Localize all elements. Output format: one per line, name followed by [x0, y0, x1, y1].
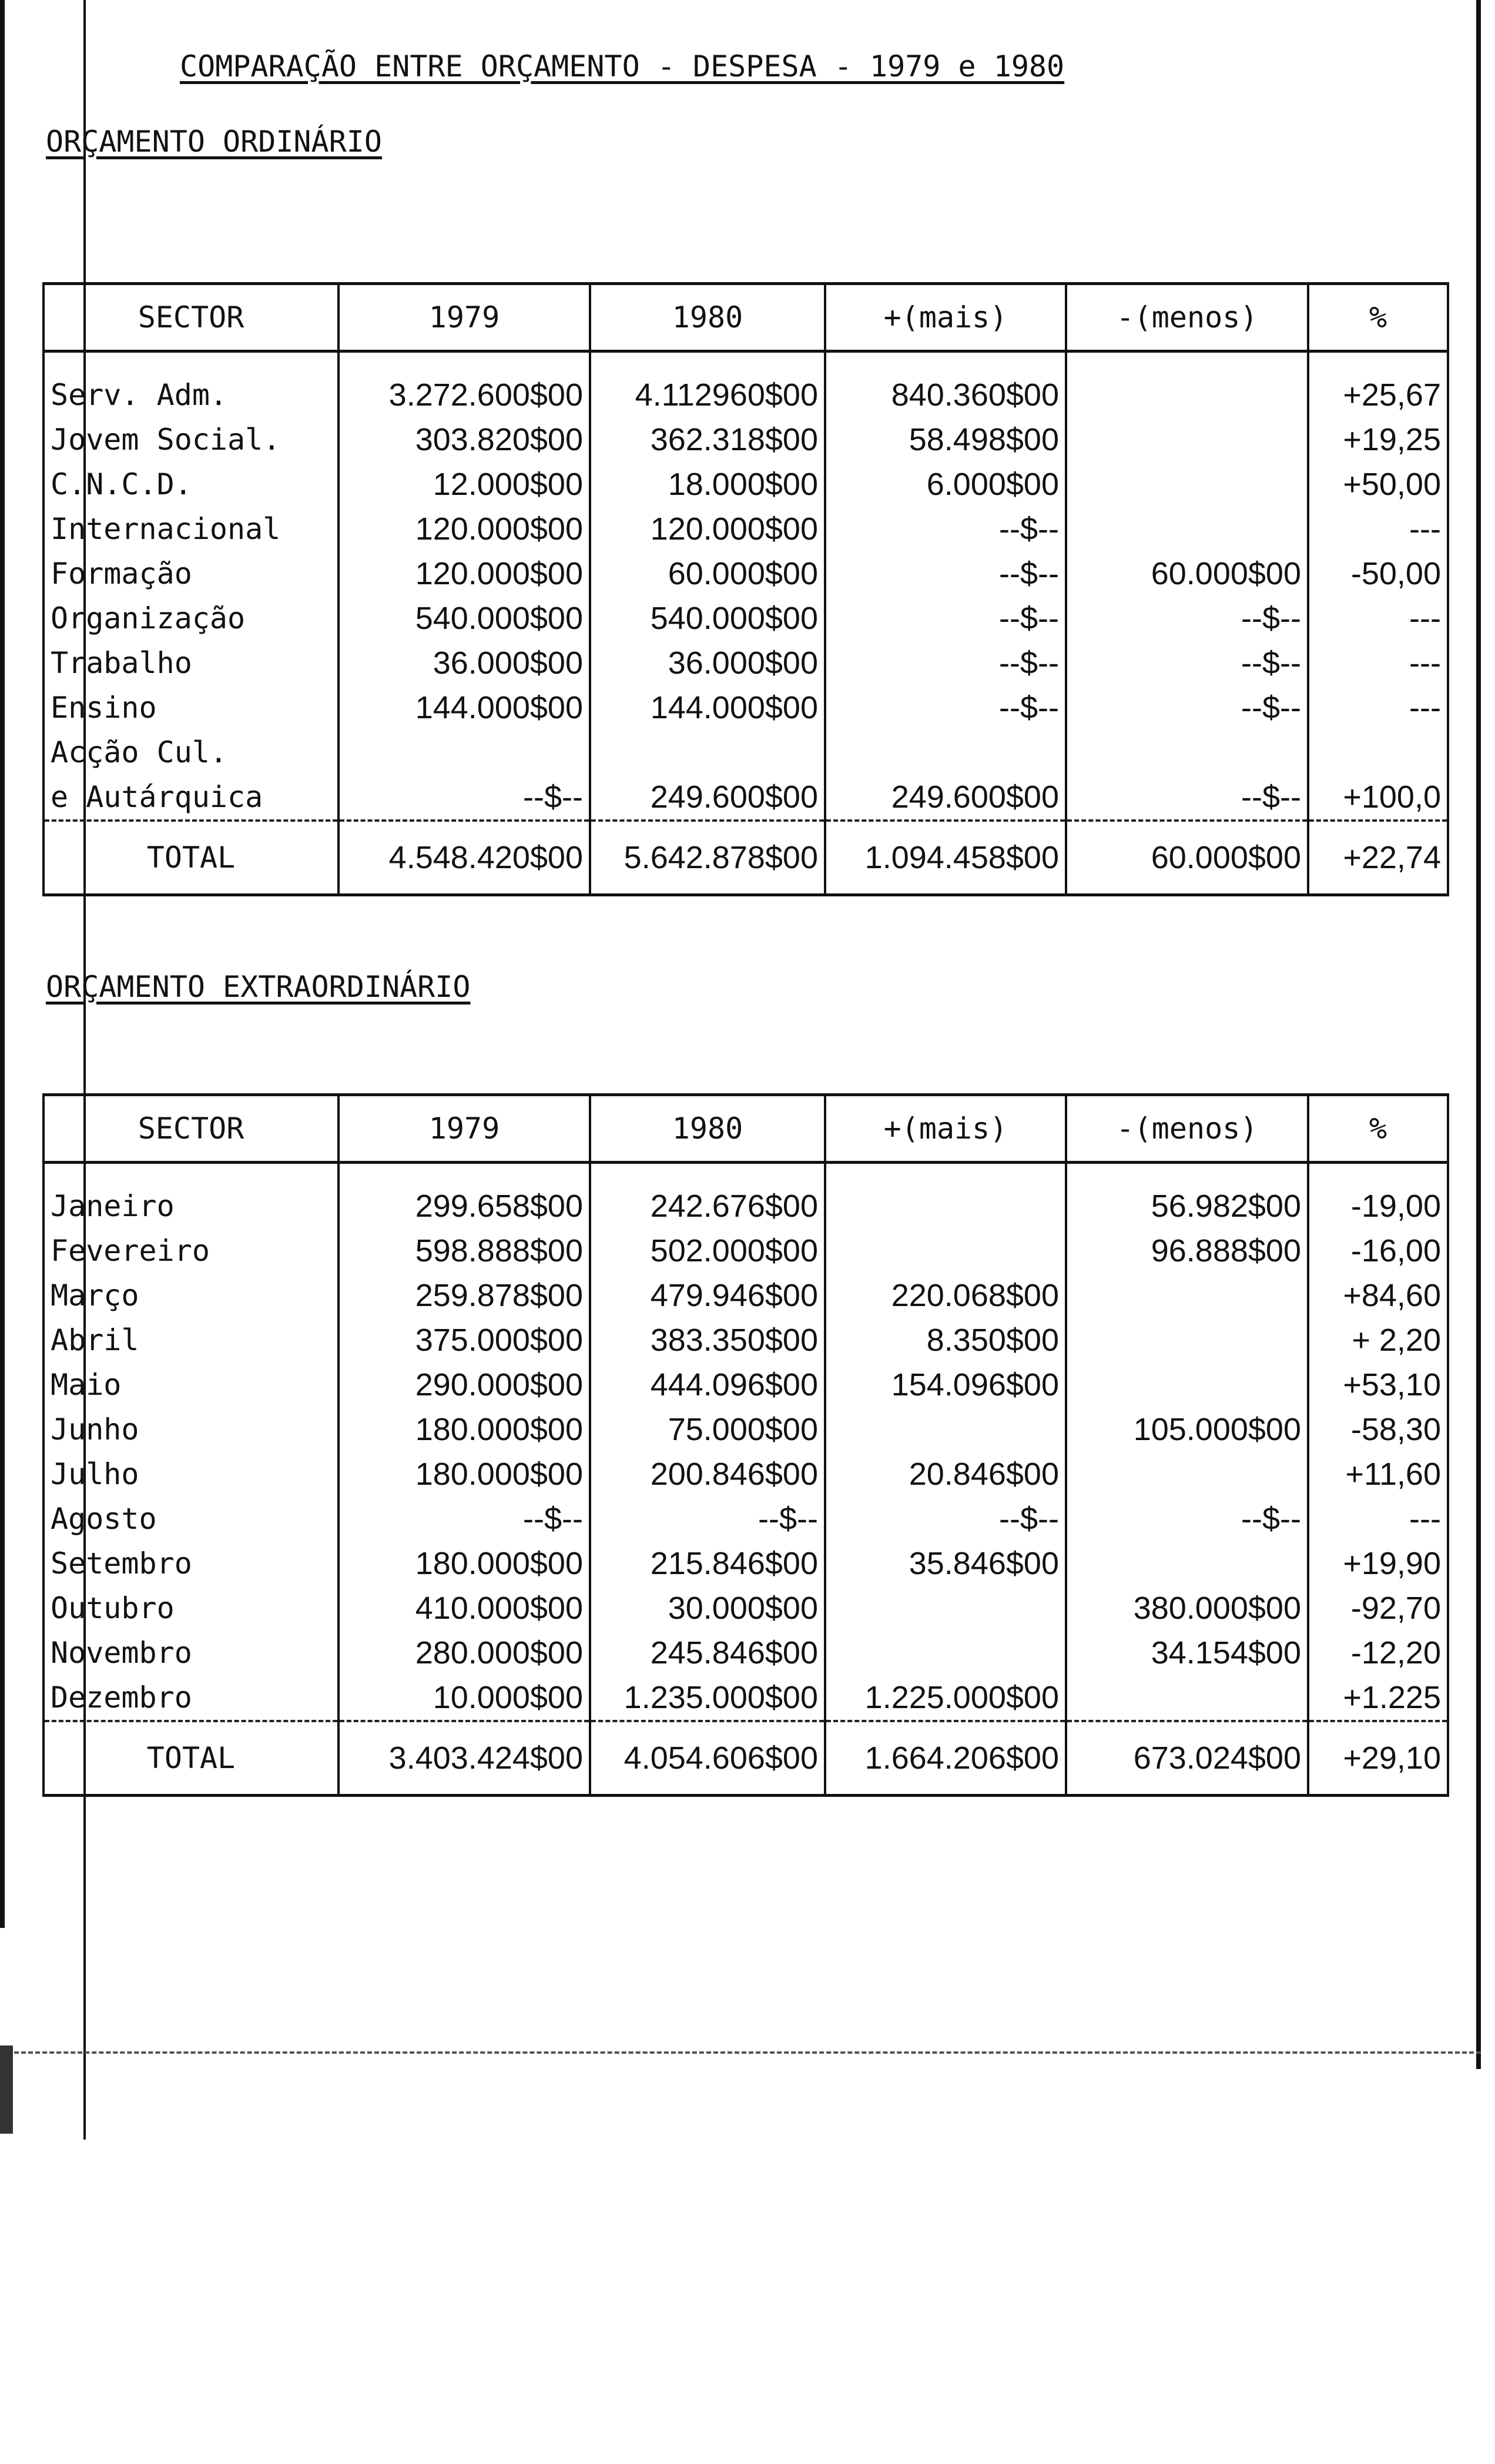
- spacer-row: [43, 351, 1448, 373]
- cell-year-1980: 540.000$00: [590, 596, 825, 641]
- cell-year-1979: [338, 730, 590, 775]
- cell-percent: +25,67: [1308, 373, 1448, 417]
- cell-percent: [1308, 730, 1448, 775]
- cell-year-1980: --$--: [590, 1497, 825, 1541]
- extraordinary-budget-title: ORÇAMENTO EXTRAORDINÁRIO: [46, 970, 471, 1004]
- cell-increase: [825, 1184, 1066, 1228]
- cell-percent: +1.225: [1308, 1675, 1448, 1721]
- cell-year-1980: 249.600$00: [590, 775, 825, 821]
- table-row: [43, 1497, 1448, 1541]
- cell-increase: 220.068$00: [825, 1273, 1066, 1318]
- spacer-cell: [825, 1163, 1066, 1184]
- cell-year-1980: 245.846$00: [590, 1631, 825, 1675]
- cell-percent: +50,00: [1308, 462, 1448, 507]
- cell-year-1979: --$--: [338, 775, 590, 821]
- cell-year-1980: 200.846$00: [590, 1452, 825, 1497]
- total-year-1980: 4.054.606$00: [590, 1721, 825, 1796]
- left-edge-line: [0, 0, 5, 1928]
- table-row: [43, 1273, 1448, 1318]
- cell-year-1980: [590, 730, 825, 775]
- cell-increase: [825, 730, 1066, 775]
- cell-increase: 840.360$00: [825, 373, 1066, 417]
- cell-year-1979: 144.000$00: [338, 685, 590, 730]
- cell-sector: Outubro: [43, 1586, 338, 1631]
- cell-decrease: [1066, 507, 1308, 551]
- cell-percent: -92,70: [1308, 1586, 1448, 1631]
- right-edge-line: [1476, 0, 1481, 2069]
- cell-decrease: 96.888$00: [1066, 1228, 1308, 1273]
- cell-year-1980: 479.946$00: [590, 1273, 825, 1318]
- cell-year-1979: 303.820$00: [338, 417, 590, 462]
- cell-sector: Abril: [43, 1318, 338, 1362]
- table-row: [43, 417, 1448, 462]
- spacer-cell: [43, 351, 338, 373]
- cell-year-1979: --$--: [338, 1497, 590, 1541]
- page-edge-mark: [0, 2045, 13, 2134]
- cell-sector: Ensino: [43, 685, 338, 730]
- cell-increase: 58.498$00: [825, 417, 1066, 462]
- total-row: [43, 1721, 1448, 1796]
- cell-year-1979: 299.658$00: [338, 1184, 590, 1228]
- total-increase: 1.094.458$00: [825, 821, 1066, 895]
- cell-percent: +53,10: [1308, 1362, 1448, 1407]
- cell-increase: 8.350$00: [825, 1318, 1066, 1362]
- cell-year-1980: 75.000$00: [590, 1407, 825, 1452]
- total-year-1980: 5.642.878$00: [590, 821, 825, 895]
- header-increase: +(mais): [825, 1095, 1066, 1163]
- cell-increase: [825, 1228, 1066, 1273]
- ordinary-budget-table: [42, 282, 1449, 896]
- cell-percent: -16,00: [1308, 1228, 1448, 1273]
- cell-percent: + 2,20: [1308, 1318, 1448, 1362]
- cell-percent: -50,00: [1308, 551, 1448, 596]
- cell-increase: 35.846$00: [825, 1541, 1066, 1586]
- cell-decrease: --$--: [1066, 775, 1308, 821]
- cell-sector: Dezembro: [43, 1675, 338, 1721]
- total-row: [43, 821, 1448, 895]
- cell-year-1979: 290.000$00: [338, 1362, 590, 1407]
- table-row: [43, 641, 1448, 685]
- cell-increase: --$--: [825, 596, 1066, 641]
- table-row: [43, 373, 1448, 417]
- cell-year-1980: 144.000$00: [590, 685, 825, 730]
- cell-year-1980: 36.000$00: [590, 641, 825, 685]
- cell-percent: -12,20: [1308, 1631, 1448, 1675]
- cell-decrease: --$--: [1066, 685, 1308, 730]
- table-row: [43, 685, 1448, 730]
- cell-sector: Formação: [43, 551, 338, 596]
- cell-sector: Julho: [43, 1452, 338, 1497]
- cell-year-1980: 4.112960$00: [590, 373, 825, 417]
- cell-percent: +84,60: [1308, 1273, 1448, 1318]
- header-decrease: -(menos): [1066, 284, 1308, 351]
- cell-increase: --$--: [825, 551, 1066, 596]
- cell-year-1980: 242.676$00: [590, 1184, 825, 1228]
- cell-year-1979: 180.000$00: [338, 1407, 590, 1452]
- table-row: [43, 1631, 1448, 1675]
- cell-year-1980: 60.000$00: [590, 551, 825, 596]
- cell-decrease: [1066, 462, 1308, 507]
- cell-increase: --$--: [825, 685, 1066, 730]
- cell-year-1980: 30.000$00: [590, 1586, 825, 1631]
- cell-decrease: [1066, 1362, 1308, 1407]
- cell-sector: Trabalho: [43, 641, 338, 685]
- cell-sector: C.N.C.D.: [43, 462, 338, 507]
- cell-decrease: [1066, 1452, 1308, 1497]
- bottom-dashed-line: [0, 2051, 1481, 2054]
- cell-year-1980: 383.350$00: [590, 1318, 825, 1362]
- header-year-1979: 1979: [338, 1095, 590, 1163]
- header-sector: SECTOR: [43, 284, 338, 351]
- cell-decrease: 56.982$00: [1066, 1184, 1308, 1228]
- cell-year-1979: 180.000$00: [338, 1541, 590, 1586]
- cell-decrease: --$--: [1066, 596, 1308, 641]
- header-decrease: -(menos): [1066, 1095, 1308, 1163]
- cell-sector: Serv. Adm.: [43, 373, 338, 417]
- cell-increase: 20.846$00: [825, 1452, 1066, 1497]
- cell-year-1979: 12.000$00: [338, 462, 590, 507]
- cell-sector: Novembro: [43, 1631, 338, 1675]
- spacer-cell: [43, 1163, 338, 1184]
- cell-decrease: [1066, 730, 1308, 775]
- cell-year-1980: 215.846$00: [590, 1541, 825, 1586]
- cell-percent: -58,30: [1308, 1407, 1448, 1452]
- cell-sector: Março: [43, 1273, 338, 1318]
- cell-decrease: 34.154$00: [1066, 1631, 1308, 1675]
- cell-percent: ---: [1308, 641, 1448, 685]
- cell-sector: Junho: [43, 1407, 338, 1452]
- cell-increase: [825, 1407, 1066, 1452]
- header-increase: +(mais): [825, 284, 1066, 351]
- total-increase: 1.664.206$00: [825, 1721, 1066, 1796]
- header-year-1980: 1980: [590, 1095, 825, 1163]
- cell-sector: Acção Cul.: [43, 730, 338, 775]
- spacer-cell: [1066, 1163, 1308, 1184]
- cell-percent: ---: [1308, 1497, 1448, 1541]
- cell-sector: Fevereiro: [43, 1228, 338, 1273]
- cell-decrease: --$--: [1066, 641, 1308, 685]
- cell-percent: +100,0: [1308, 775, 1448, 821]
- cell-year-1980: 362.318$00: [590, 417, 825, 462]
- total-decrease: 673.024$00: [1066, 1721, 1308, 1796]
- table-row: [43, 1407, 1448, 1452]
- cell-year-1979: 375.000$00: [338, 1318, 590, 1362]
- spacer-cell: [590, 351, 825, 373]
- table-header-row: [43, 284, 1448, 351]
- table-row: [43, 775, 1448, 821]
- total-percent: +22,74: [1308, 821, 1448, 895]
- cell-decrease: [1066, 417, 1308, 462]
- table-row: [43, 551, 1448, 596]
- spacer-cell: [1066, 351, 1308, 373]
- cell-increase: --$--: [825, 641, 1066, 685]
- cell-year-1979: 36.000$00: [338, 641, 590, 685]
- document-title: COMPARAÇÃO ENTRE ORÇAMENTO - DESPESA - 1979 e 1980: [180, 49, 1065, 83]
- cell-year-1980: 502.000$00: [590, 1228, 825, 1273]
- cell-year-1979: 540.000$00: [338, 596, 590, 641]
- total-label: TOTAL: [43, 821, 338, 895]
- table-row: [43, 596, 1448, 641]
- cell-year-1979: 3.272.600$00: [338, 373, 590, 417]
- cell-increase: 1.225.000$00: [825, 1675, 1066, 1721]
- cell-increase: 6.000$00: [825, 462, 1066, 507]
- spacer-cell: [590, 1163, 825, 1184]
- table-row: [43, 462, 1448, 507]
- cell-increase: --$--: [825, 507, 1066, 551]
- cell-sector: Agosto: [43, 1497, 338, 1541]
- ordinary-budget-title: ORÇAMENTO ORDINÁRIO: [46, 125, 382, 159]
- cell-sector: Setembro: [43, 1541, 338, 1586]
- total-percent: +29,10: [1308, 1721, 1448, 1796]
- spacer-row: [43, 1163, 1448, 1184]
- cell-year-1979: 259.878$00: [338, 1273, 590, 1318]
- extraordinary-budget-table: [42, 1093, 1449, 1797]
- cell-percent: +11,60: [1308, 1452, 1448, 1497]
- header-percent: %: [1308, 284, 1448, 351]
- header-year-1979: 1979: [338, 284, 590, 351]
- spacer-cell: [338, 351, 590, 373]
- table-row: [43, 1452, 1448, 1497]
- cell-decrease: [1066, 373, 1308, 417]
- cell-year-1979: 120.000$00: [338, 551, 590, 596]
- spacer-cell: [825, 351, 1066, 373]
- cell-year-1979: 10.000$00: [338, 1675, 590, 1721]
- header-percent: %: [1308, 1095, 1448, 1163]
- table-row: [43, 1184, 1448, 1228]
- total-year-1979: 3.403.424$00: [338, 1721, 590, 1796]
- cell-percent: ---: [1308, 596, 1448, 641]
- cell-year-1980: 18.000$00: [590, 462, 825, 507]
- cell-decrease: [1066, 1541, 1308, 1586]
- table-row: [43, 1541, 1448, 1586]
- cell-decrease: [1066, 1273, 1308, 1318]
- cell-decrease: --$--: [1066, 1497, 1308, 1541]
- spacer-cell: [1308, 351, 1448, 373]
- table-row: [43, 730, 1448, 775]
- cell-year-1980: 444.096$00: [590, 1362, 825, 1407]
- cell-increase: 249.600$00: [825, 775, 1066, 821]
- cell-sector: Organização: [43, 596, 338, 641]
- cell-year-1979: 180.000$00: [338, 1452, 590, 1497]
- cell-increase: --$--: [825, 1497, 1066, 1541]
- cell-percent: +19,90: [1308, 1541, 1448, 1586]
- table-row: [43, 1675, 1448, 1721]
- cell-year-1979: 410.000$00: [338, 1586, 590, 1631]
- cell-decrease: 380.000$00: [1066, 1586, 1308, 1631]
- cell-sector: Janeiro: [43, 1184, 338, 1228]
- header-year-1980: 1980: [590, 284, 825, 351]
- total-decrease: 60.000$00: [1066, 821, 1308, 895]
- cell-decrease: [1066, 1318, 1308, 1362]
- cell-increase: [825, 1586, 1066, 1631]
- cell-decrease: 60.000$00: [1066, 551, 1308, 596]
- total-year-1979: 4.548.420$00: [338, 821, 590, 895]
- spacer-cell: [1308, 1163, 1448, 1184]
- cell-decrease: 105.000$00: [1066, 1407, 1308, 1452]
- cell-sector: Internacional: [43, 507, 338, 551]
- table-header-row: [43, 1095, 1448, 1163]
- cell-year-1980: 120.000$00: [590, 507, 825, 551]
- cell-percent: -19,00: [1308, 1184, 1448, 1228]
- header-sector: SECTOR: [43, 1095, 338, 1163]
- table-row: [43, 1362, 1448, 1407]
- cell-year-1979: 120.000$00: [338, 507, 590, 551]
- cell-increase: 154.096$00: [825, 1362, 1066, 1407]
- cell-percent: +19,25: [1308, 417, 1448, 462]
- cell-percent: ---: [1308, 507, 1448, 551]
- table-row: [43, 1586, 1448, 1631]
- table-row: [43, 1318, 1448, 1362]
- cell-percent: ---: [1308, 685, 1448, 730]
- cell-year-1979: 598.888$00: [338, 1228, 590, 1273]
- cell-sector: Maio: [43, 1362, 338, 1407]
- total-label: TOTAL: [43, 1721, 338, 1796]
- cell-year-1979: 280.000$00: [338, 1631, 590, 1675]
- cell-decrease: [1066, 1675, 1308, 1721]
- cell-sector: Jovem Social.: [43, 417, 338, 462]
- cell-increase: [825, 1631, 1066, 1675]
- table-row: [43, 507, 1448, 551]
- table-row: [43, 1228, 1448, 1273]
- spacer-cell: [338, 1163, 590, 1184]
- cell-year-1980: 1.235.000$00: [590, 1675, 825, 1721]
- cell-sector: e Autárquica: [43, 775, 338, 821]
